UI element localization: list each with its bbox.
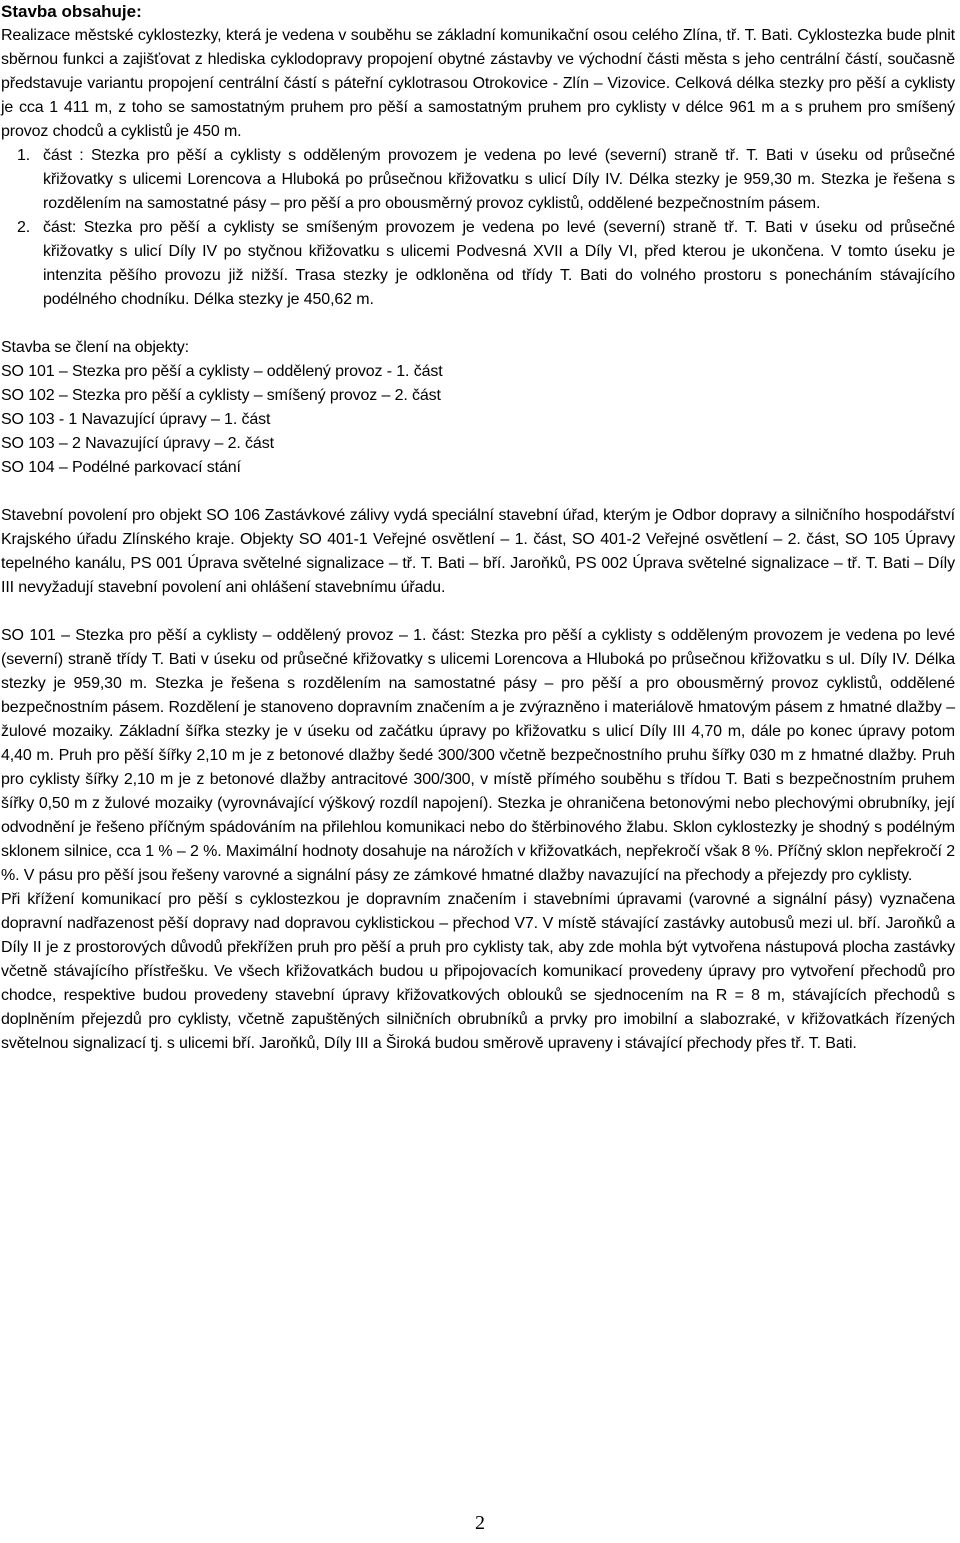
so101-paragraph: SO 101 – Stezka pro pěší a cyklisty – oddělený provoz – 1. část: Stezka pro pěší a cyklisty s odděleným provozem je vedena po levé (severní) straně třídy T. Bati v úseku od průsečné křižovatky s ulicemi Lorencova a Hluboká po průsečnou křižovatku s ul. Díly IV. Délka stezky je 959,30 m. Stezka je řešena s rozdělením na samostatné pásy – pro pěší a pro obousměrný provoz cyklistů, oddělené bezpečnostním pásem. Rozdělení je stanoveno dopravním značením a je zvýrazněno i materiálově hmatovým pásem z hmatné dlažby – žulové mozaiky. Základní šířka stezky je v úseku od začátku úpravy po křižovatku s ulicí Díly III 4,70 m, dále po konec úpravy potom 4,40 m. Pruh pro pěší šířky 2,10 m je z betonové dlažby šedé 300/300 včetně bezpečnostního pruhu šířky 030 m z hmatné dlažby. Pruh pro cyklisty šířky 2,10 m je z betonové dlažby antracitové 300/300, v místě přímého souběhu s třídou T. Bati s bezpečnostním pruhem šířky 0,50 m z žulové mozaiky (vyrovnávající výškový rozdíl napojení). Stezka je ohraničena betonovými nebo plechovými obrubníky, její odvodnění je řešeno příčným spádováním na přilehlou komunikaci nebo do štěrbinového žlabu. Sklon cyklostezky je shodný s podélným sklonem silnice, cca 1 % – 2 %. Maximální hodnoty dosahuje na nárožích v křižovatkách, nepřekročí však 8 %. Příčný sklon nepřekročí 2 %. V pásu pro pěší jsou řešeny varovné a signální pásy ze zámkové hmatné dlažby navazující na přechody a přejezdy pro cyklisty. <box>1 627 955 884</box>
list-item <box>17 216 955 312</box>
parts-list <box>1 144 955 312</box>
list-item-text: část : Stezka pro pěší a cyklisty s odděleným provozem je vedena po levé (severní) straně tř. T. Bati v úseku od průsečné křižovatky s ulicemi Lorencova a Hluboká po průsečnou křižovatku s ulicí Díly IV. Délka stezky je 959,30 m. Stezka je řešena s rozdělením na samostatné pásy – pro pěší a pro obousměrný provoz cyklistů, oddělené bezpečnostním pásem. <box>43 147 955 212</box>
objects-section <box>1 336 955 480</box>
section-heading: Stavba obsahuje: <box>1 2 142 21</box>
list-item-number: 1. <box>17 147 31 164</box>
object-item: SO 103 - 1 Navazující úpravy – 1. část <box>1 411 271 428</box>
page-number: 2 <box>475 1512 485 1534</box>
list-item-text: část: Stezka pro pěší a cyklisty se smíšeným provozem je vedena po levé (severní) straně tř. T. Bati v úseku od průsečné křižovatky s ulicí Díly IV po styčnou křižovatku s ulicemi Podvesná XVII a Díly VI, před kterou je ukončena. V tomto úseku je intenzita pěšího provozu již nižší. Trasa stezky je odkloněna od třídy T. Bati do volného prostoru s ponecháním stávajícího podélného chodníku. Délka stezky je 450,62 m. <box>43 219 955 308</box>
objects-title: Stavba se člení na objekty: <box>1 339 189 356</box>
object-item: SO 102 – Stezka pro pěší a cyklisty – smíšený provoz – 2. část <box>1 387 441 404</box>
intro-paragraph: Realizace městské cyklostezky, která je vedena v souběhu se základní komunikační osou celého Zlína, tř. T. Bati. Cyklostezka bude plnit sběrnou funkci a zajišťovat z hlediska cyklodopravy propojení obytné zástavby ve východní části města s jeho centrální částí, současně představuje variantu propojení centrální částí s páteřní cyklotrasou Otrokovice - Zlín – Vizovice. Celková délka stezky pro pěší a cyklisty je cca 1 411 m, z toho se samostatným pruhem pro pěší a samostatným pruhem pro cyklisty v délce 961 m a s pruhem pro smíšený provoz chodců a cyklistů je 450 m. <box>1 27 955 140</box>
object-item: SO 103 – 2 Navazující úpravy – 2. část <box>1 435 274 452</box>
crossing-paragraph: Při křížení komunikací pro pěší s cyklostezkou je dopravním značením i stavebními úpravami (varovné a signální pásy) vyznačena dopravní nadřazenost pěší dopravy nad dopravou cyklistickou – přechod V7. V místě stávající zastávky autobusů mezi ul. bří. Jaroňků a Díly II je z prostorových důvodů překřížen pruh pro pěší a pruh pro cyklisty tak, aby zde mohla být vytvořena nástupová plocha zastávky včetně stávajícího přístřešku. Ve všech křižovatkách budou u připojovacích komunikací provedeny úpravy pro vytvoření přechodů pro chodce, respektive budou provedeny stavební úpravy křižovatkových oblouků se sjednocením na R = 8 m, stávajících přechodů s doplněním přejezdů pro cyklisty, včetně zapuštěných silničních obrubníků a prvky pro imobilní a slabozraké, v křižovatkách řízených světelnou signalizací tj. s ulicemi bří. Jaroňků, Díly III a Široká budou směrově upraveny i stávající přechody přes tř. T. Bati. <box>1 891 955 1052</box>
document-body <box>1 24 955 1056</box>
spacer <box>1 312 955 336</box>
spacer <box>1 480 955 504</box>
object-item: SO 101 – Stezka pro pěší a cyklisty – oddělený provoz - 1. část <box>1 363 443 380</box>
spacer <box>1 600 955 624</box>
list-item <box>17 144 955 216</box>
list-item-number: 2. <box>17 219 31 236</box>
permit-paragraph: Stavební povolení pro objekt SO 106 Zastávkové zálivy vydá speciální stavební úřad, kterým je Odbor dopravy a silničního hospodářství Krajského úřadu Zlínského kraje. Objekty SO 401-1 Veřejné osvětlení – 1. část, SO 401-2 Veřejné osvětlení – 2. část, SO 105 Úpravy tepelného kanálu, PS 001 Úprava světelné signalizace – tř. T. Bati – bří. Jaroňků, PS 002 Úprava světelné signalizace – tř. T. Bati – Díly III nevyžadují stavební povolení ani ohlášení stavebnímu úřadu. <box>1 507 955 596</box>
object-item: SO 104 – Podélné parkovací stání <box>1 459 241 476</box>
